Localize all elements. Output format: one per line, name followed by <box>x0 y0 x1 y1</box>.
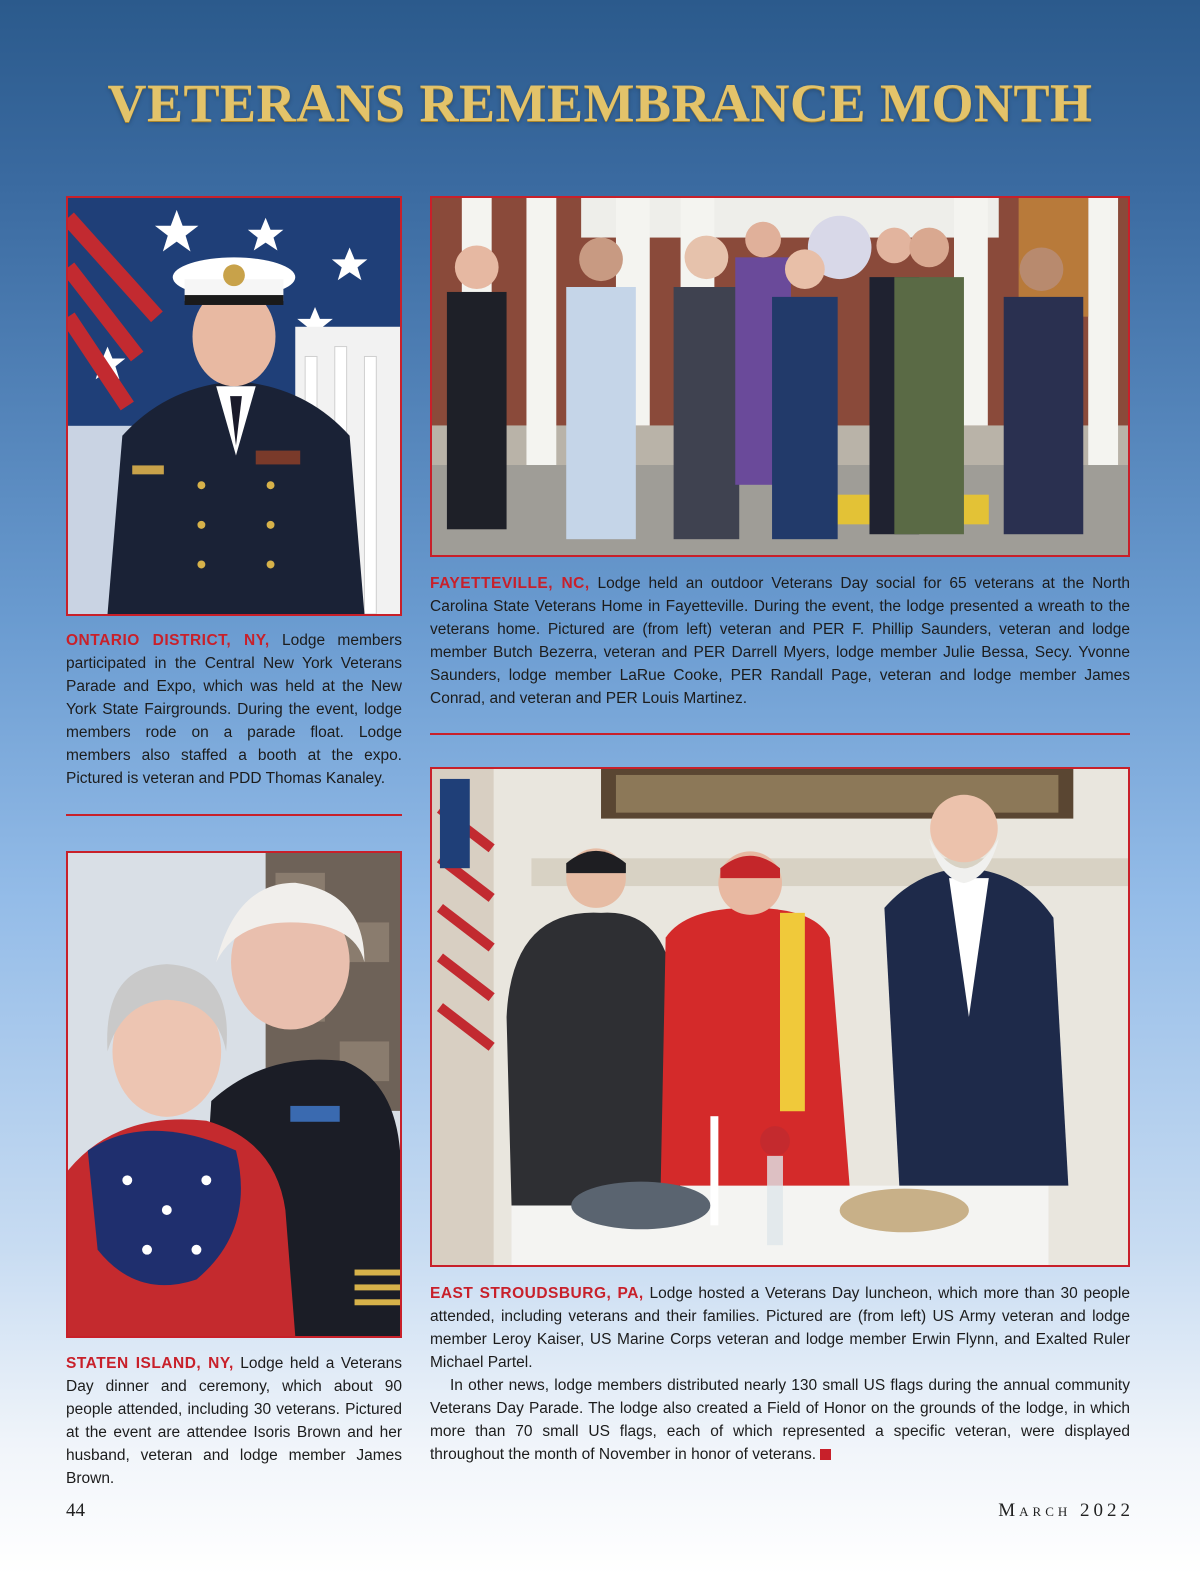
caption-fayetteville <box>430 572 1130 710</box>
page-title: VETERANS REMEMBRANCE MONTH <box>107 73 1093 133</box>
photo-east-stroudsburg <box>430 767 1130 1267</box>
caption-text: Lodge held an outdoor Veterans Day social for 65 veterans at the North Carolina State Veterans Home in Fayetteville. During the event, the lodge presented a wreath to the veterans home. Pictured are (from left) veteran and PER F. Phillip Saunders, veteran and lodge member Butch Bezerra, veteran and PER Darrell Myers, lodge member Julie Bessa, Secy. Yvonne Saunders, lodge member LaRue Cooke, PER Randall Page, veteran and lodge member James Conrad, and veteran and PER Louis Martinez. <box>430 575 1131 707</box>
location-staten-island: STATEN ISLAND, NY, <box>66 1355 234 1372</box>
end-mark-icon <box>820 1449 831 1460</box>
caption-ontario-district <box>66 629 402 790</box>
caption-text: Lodge members participated in the Central New York Veterans Parade and Expo, which was held at the New York State Fairgrounds. During the event, lodge members rode on a parade float. Lodge members also staffed a booth at the expo. Pictured is veteran and PDD Thomas Kanaley. <box>66 632 403 787</box>
location-east-stroudsburg: EAST STROUDSBURG, PA, <box>430 1285 644 1302</box>
caption-text: Lodge held a Veterans Day dinner and ceremony, which about 90 people attended, including 30 veterans. Pictured at the event are attendee Isoris Brown and her husband, veteran and lodge member James Brown. <box>66 1355 402 1487</box>
photo-fayetteville <box>430 196 1130 557</box>
location-ontario-district: ONTARIO DISTRICT, NY, <box>66 632 270 649</box>
caption-east-stroudsburg <box>430 1282 1130 1466</box>
page-number: 44 <box>66 1500 85 1521</box>
caption-text-continued: In other news, lodge members distributed nearly 130 small US flags during the annual community Veterans Day Parade. The lodge also created a Field of Honor on the grounds of the lodge, in which more than 70 small US flags, each of which represented a specific veteran, were displayed throughout the month of November in honor of veterans. <box>430 1377 1130 1463</box>
divider <box>430 733 1130 735</box>
issue-date: March 2022 <box>998 1500 1134 1521</box>
caption-text: Lodge hosted a Veterans Day luncheon, which more than 30 people attended, including veterans and their families. Pictured are (from left) US Army veteran and lodge member Leroy Kaiser, US Marine Corps veteran and lodge member Erwin Flynn, and Exalted Ruler Michael Partel. <box>430 1285 1130 1371</box>
photo-staten-island <box>66 851 402 1338</box>
location-fayetteville: FAYETTEVILLE, NC, <box>430 575 590 592</box>
divider <box>66 814 402 816</box>
photo-ontario-district <box>66 196 402 616</box>
caption-staten-island <box>66 1352 402 1490</box>
